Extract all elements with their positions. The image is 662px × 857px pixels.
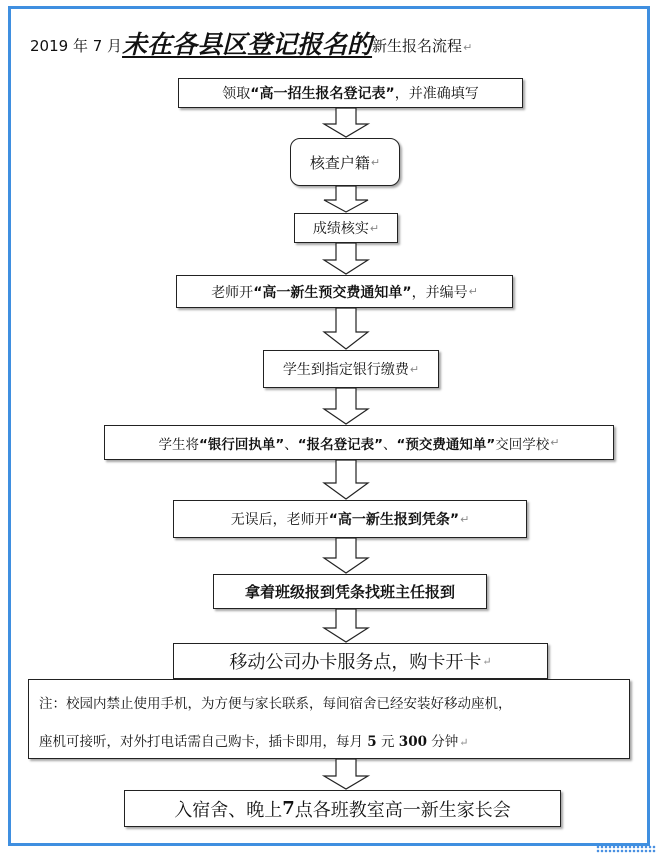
title-prefix: 2019 年 7 月	[30, 37, 123, 55]
step-5-text: 学生到指定银行缴费	[282, 362, 409, 378]
paragraph-mark: ↵	[460, 512, 470, 526]
page-title	[30, 28, 640, 62]
step-collect-form	[178, 78, 523, 108]
paragraph-mark: ↵	[550, 436, 560, 449]
step-4-pre: 老师开	[211, 284, 254, 301]
flow-arrow-3	[321, 243, 371, 275]
note-fee-amount: 5	[367, 734, 377, 750]
note-line-2-pre: 座机可接听，对外打电话需自己购卡，插卡即用，每月	[39, 734, 368, 750]
step-6-registration: “报名登记表”	[297, 436, 384, 453]
flow-arrow-9	[321, 759, 371, 790]
step-7-bold: “高一新生报到凭条”	[328, 512, 460, 528]
flow-arrow-4	[321, 308, 371, 350]
step-dorm-parent-meeting	[124, 790, 561, 827]
step-6-pre: 学生将	[158, 436, 200, 453]
note-minutes: 300	[398, 734, 427, 750]
note-line-2-post: 分钟	[426, 734, 459, 750]
note-line-1	[39, 692, 512, 712]
flow-arrow-8	[321, 609, 371, 643]
step-verify-scores	[294, 213, 398, 243]
note-line-1-text: 注：校园内禁止使用手机，为方便与家长联系，每间宿舍已经安装好移动座机，	[39, 696, 512, 712]
step-6-sep-2: 、	[383, 436, 397, 453]
title-emphasis: 未在各县区登记报名的	[122, 30, 373, 59]
step-10-hour: 7	[282, 798, 295, 819]
step-2-text: 核查户籍	[309, 153, 370, 172]
flow-arrow-5	[321, 388, 371, 425]
step-prepayment-notice	[176, 275, 513, 308]
phone-policy-note	[28, 679, 630, 759]
step-report-to-teacher	[213, 574, 487, 609]
paragraph-mark: ↵	[463, 41, 473, 54]
step-6-receipt: “银行回执单”	[199, 436, 285, 453]
step-4-post: ，并编号	[411, 284, 468, 301]
step-4-bold: “高一新生预交费通知单”	[253, 284, 412, 301]
step-1-pre: 领取	[222, 86, 251, 102]
step-7-pre: 无误后，老师开	[230, 512, 329, 528]
step-check-household	[290, 138, 400, 186]
corner-dot-pattern	[596, 845, 656, 853]
step-buy-phone-card	[173, 643, 548, 679]
step-6-post: 交回学校	[495, 436, 550, 453]
flow-arrow-2	[321, 186, 371, 213]
step-return-documents	[104, 425, 614, 460]
step-1-bold: “高一招生报名登记表”	[250, 86, 395, 102]
flow-arrow-6	[321, 460, 371, 500]
step-9-text: 移动公司办卡服务点，购卡开卡	[229, 652, 482, 673]
paragraph-mark: ↵	[482, 654, 492, 668]
step-3-text: 成绩核实	[312, 221, 369, 237]
step-registration-slip	[173, 500, 527, 538]
flow-arrow-1	[321, 108, 371, 138]
title-suffix: 新生报名流程	[372, 37, 463, 55]
step-1-post: ，并准确填写	[394, 86, 479, 102]
step-10-pre: 入宿舍、晚上	[174, 799, 283, 821]
step-6-sep-1: 、	[284, 436, 298, 453]
paragraph-mark: ↵	[459, 736, 469, 749]
paragraph-mark: ↵	[468, 285, 478, 298]
flow-arrow-7	[321, 538, 371, 574]
step-10-post: 点各班教室高一新生家长会	[294, 799, 511, 821]
note-line-2-mid: 元	[376, 734, 399, 750]
paragraph-mark: ↵	[409, 362, 420, 376]
step-6-notice: “预交费通知单”	[396, 436, 496, 453]
step-bank-payment	[263, 350, 439, 388]
note-line-2	[39, 730, 469, 750]
step-8-text: 拿着班级报到凭条找班主任报到	[244, 583, 455, 601]
paragraph-mark: ↵	[369, 221, 380, 235]
paragraph-mark: ↵	[370, 155, 381, 169]
